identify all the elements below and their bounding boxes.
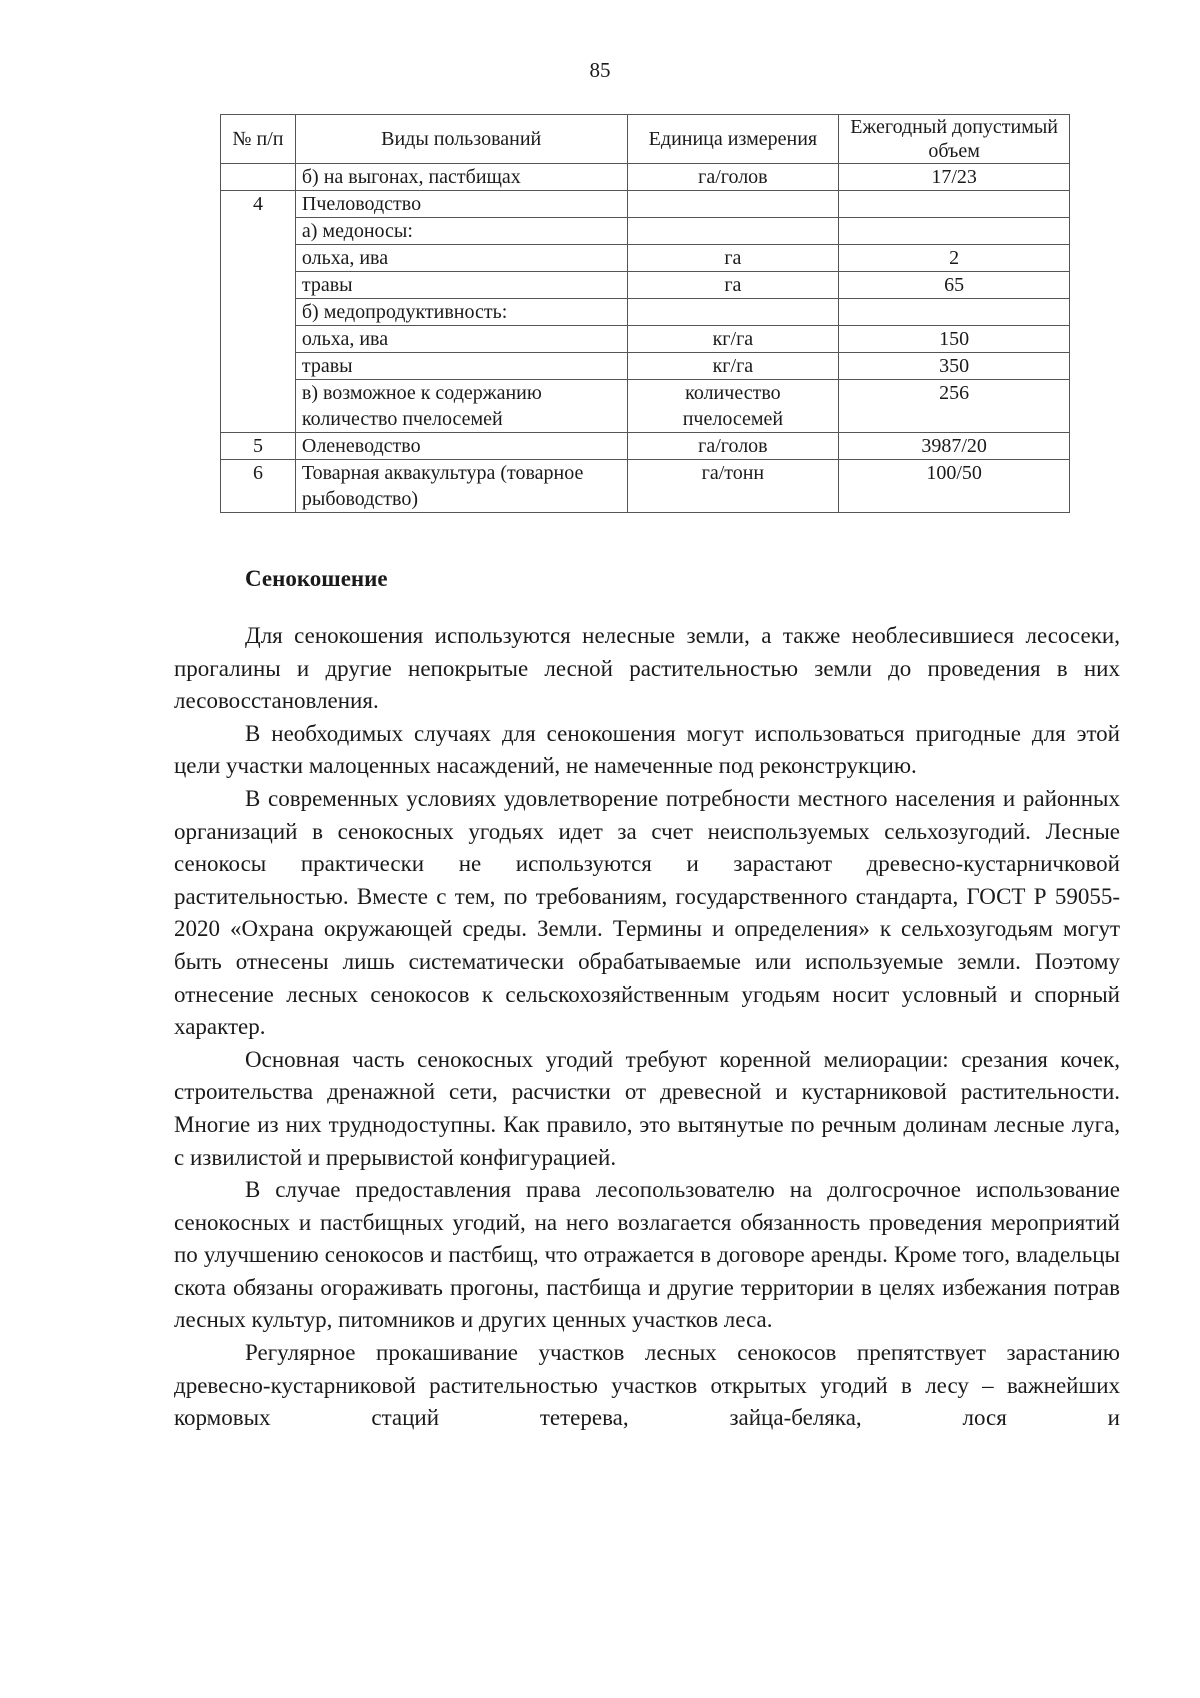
paragraph: Для сенокошения используются нелесные земли, а также необлесившиеся лесосеки, прогалины и другие непокрытые лесной растительностью земли до проведения в них лесовосстановления. — [174, 623, 1120, 714]
header-volume: Ежегодный допустимый объем — [839, 115, 1070, 164]
table-row — [221, 245, 1070, 272]
row-num — [221, 299, 296, 326]
paragraph: В случае предоставления права лесопользователю на долгосрочное использование сенокосных и пастбищных угодий, на него возлагается обязанность проведения мероприятий по улучшению сенокосов и пастбищ, что отражается в договоре аренды. Кроме того, владельцы скота обязаны огораживать прогоны, пастбища и другие территории в целях избежания потрав лесных культур, питомников и других ценных участков леса. — [174, 1177, 1120, 1333]
row-num — [221, 164, 296, 191]
row-type: ольха, ива — [295, 245, 627, 272]
row-type: а) медоносы: — [295, 218, 627, 245]
table-row — [221, 191, 1070, 218]
row-num: 5 — [221, 433, 296, 460]
row-unit — [627, 218, 839, 245]
row-type: б) медопродуктивность: — [295, 299, 627, 326]
row-unit: количество пчелосемей — [627, 380, 839, 433]
row-unit: кг/га — [627, 353, 839, 380]
row-num — [221, 272, 296, 299]
header-type: Виды пользований — [295, 115, 627, 164]
row-unit: кг/га — [627, 326, 839, 353]
table-row — [221, 272, 1070, 299]
row-unit: га — [627, 245, 839, 272]
page-number: 85 — [589, 58, 611, 82]
row-num: 6 — [221, 460, 296, 513]
table-row — [221, 326, 1070, 353]
row-volume — [839, 299, 1070, 326]
row-volume — [839, 191, 1070, 218]
row-volume: 100/50 — [839, 460, 1070, 513]
section-body — [174, 620, 1120, 1435]
row-volume: 150 — [839, 326, 1070, 353]
usage-table — [220, 114, 1070, 513]
header-num: № п/п — [221, 115, 296, 164]
row-unit: га/голов — [627, 164, 839, 191]
table-header-row — [221, 115, 1070, 164]
row-unit — [627, 299, 839, 326]
row-unit: га/голов — [627, 433, 839, 460]
paragraph: В необходимых случаях для сенокошения могут использоваться пригодные для этой цели участки малоценных насаждений, не намеченные под реконструкцию. — [174, 720, 1120, 779]
row-volume: 65 — [839, 272, 1070, 299]
header-unit: Единица измерения — [627, 115, 839, 164]
paragraph: Регулярное прокашивание участков лесных сенокосов препятствует зарастанию древесно-кустарниковой растительностью участков открытых угодий в лесу – важнейших кормовых стаций тетерева, зайца-беляка, лося и — [174, 1340, 1120, 1431]
row-type: Оленеводство — [295, 433, 627, 460]
row-unit: га/тонн — [627, 460, 839, 513]
row-num — [221, 326, 296, 353]
row-num — [221, 218, 296, 245]
row-num: 4 — [221, 191, 296, 218]
paragraph: В современных условиях удовлетворение потребности местного населения и районных организаций в сенокосных угодьях идет за счет неиспользуемых сельхозугодий. Лесные сенокосы практически не используются и зарастают древесно-кустарничковой растительностью. Вместе с тем, по требованиям, государственного стандарта, ГОСТ Р 59055-2020 «Охрана окружающей среды. Земли. Термины и определения» к сельхозугодьям могут быть отнесены лишь систематически обрабатываемые или используемые земли. Поэтому отнесение лесных сенокосов к сельскохозяйственным угодьям носит условный и спорный характер. — [174, 785, 1120, 1040]
table-row — [221, 218, 1070, 245]
section-title: Сенокошение — [245, 566, 388, 591]
table-row — [221, 353, 1070, 380]
row-num — [221, 353, 296, 380]
table-row — [221, 380, 1070, 433]
row-unit — [627, 191, 839, 218]
row-type: в) возможное к содержанию количество пчелосемей — [295, 380, 627, 433]
row-volume: 17/23 — [839, 164, 1070, 191]
row-type: б) на выгонах, пастбищах — [295, 164, 627, 191]
row-volume: 256 — [839, 380, 1070, 433]
row-num — [221, 245, 296, 272]
row-unit: га — [627, 272, 839, 299]
table-row — [221, 460, 1070, 513]
row-volume — [839, 218, 1070, 245]
row-type: травы — [295, 272, 627, 299]
row-num — [221, 380, 296, 433]
row-volume: 3987/20 — [839, 433, 1070, 460]
table-row — [221, 299, 1070, 326]
row-type: травы — [295, 353, 627, 380]
table-row — [221, 433, 1070, 460]
row-type: ольха, ива — [295, 326, 627, 353]
row-type: Товарная аквакультура (товарное рыбоводство) — [295, 460, 627, 513]
row-volume: 2 — [839, 245, 1070, 272]
row-type: Пчеловодство — [295, 191, 627, 218]
paragraph: Основная часть сенокосных угодий требуют коренной мелиорации: срезания кочек, строительства дренажной сети, расчистки от древесной и кустарниковой растительности. Многие из них труднодоступны. Как правило, это вытянутые по речным долинам лесные луга, с извилистой и прерывистой конфигурацией. — [174, 1046, 1120, 1170]
row-volume: 350 — [839, 353, 1070, 380]
table-row — [221, 164, 1070, 191]
